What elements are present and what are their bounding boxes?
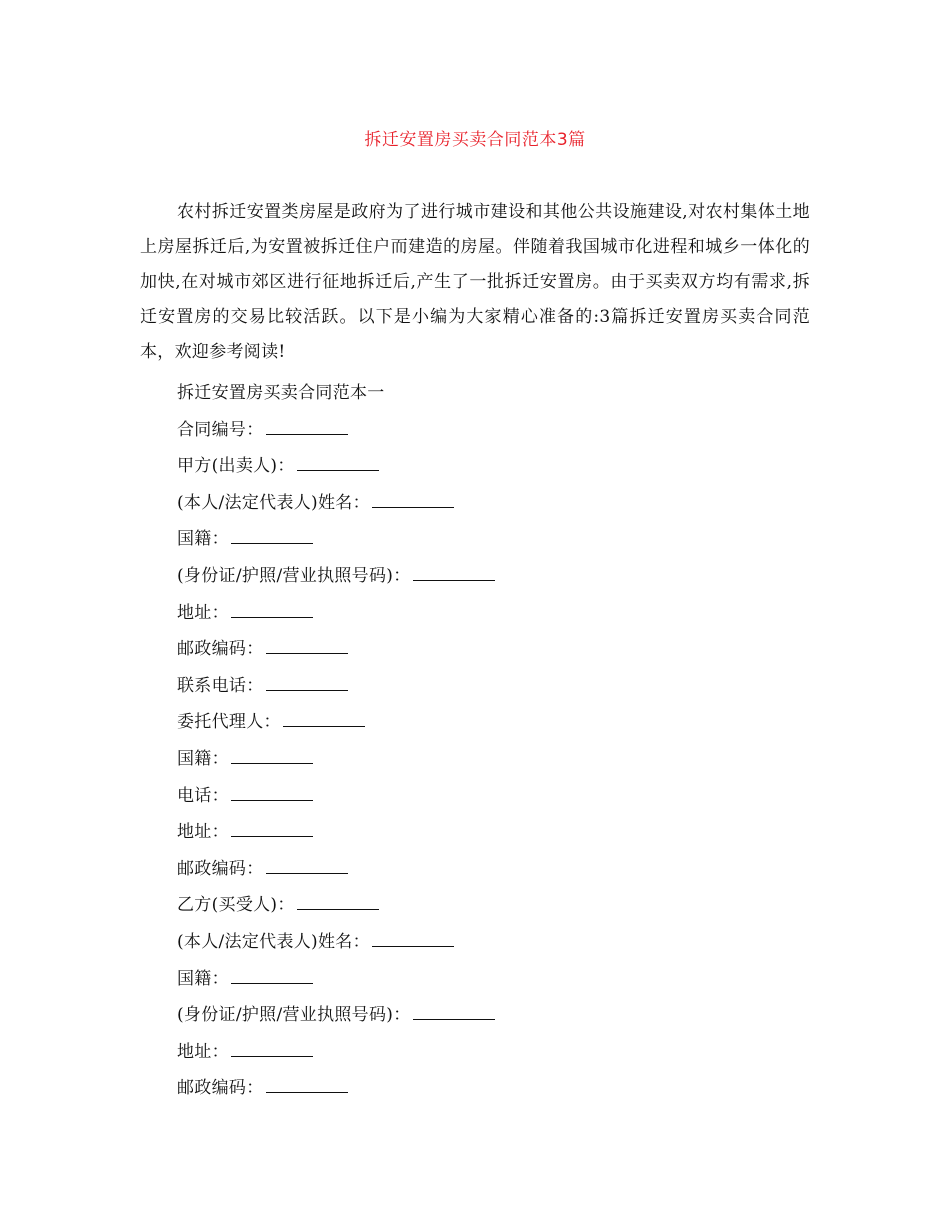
contract-field <box>177 485 817 522</box>
fill-in-blank <box>266 671 348 691</box>
contract-field <box>177 887 817 924</box>
contract-field <box>177 778 817 815</box>
fill-in-blank <box>297 451 379 471</box>
fill-in-blank <box>413 561 495 581</box>
field-label: 国籍： <box>177 529 229 550</box>
fill-in-blank <box>372 488 454 508</box>
fill-in-blank <box>231 964 313 984</box>
fill-in-blank <box>266 415 348 435</box>
contract-field <box>177 851 817 888</box>
fill-in-blank <box>231 598 313 618</box>
document-title: 拆迁安置房买卖合同范本3篇 <box>364 130 586 150</box>
intro-paragraph: 农村拆迁安置类房屋是政府为了进行城市建设和其他公共设施建设,对农村集体土地上房屋拆迁后,为安置被拆迁住户而建造的房屋。伴随着我国城市化进程和城乡一体化的加快,在对城市郊区进行征地拆迁后,产生了一批拆迁安置房。由于买卖双方均有需求,拆迁安置房的交易比较活跃。以下是小编为大家精心准备的:3篇拆迁安置房买卖合同范本，欢迎参考阅读! <box>140 202 810 362</box>
field-label: 乙方(买受人)： <box>177 895 295 916</box>
fill-in-blank <box>266 1073 348 1093</box>
fill-in-blank <box>231 1037 313 1057</box>
contract-field <box>177 1034 817 1071</box>
contract-field <box>177 412 817 449</box>
contract-field <box>177 704 817 741</box>
fill-in-blank <box>413 1000 495 1020</box>
field-label: 邮政编码： <box>177 1078 264 1099</box>
field-label: (本人/法定代表人)姓名： <box>177 492 370 513</box>
contract-field <box>177 668 817 705</box>
field-label: 合同编号： <box>177 419 264 440</box>
field-label: 联系电话： <box>177 675 264 696</box>
contract-field <box>177 741 817 778</box>
section-heading-text: 拆迁安置房买卖合同范本一 <box>177 383 385 403</box>
fill-in-blank <box>231 781 313 801</box>
field-label: 地址： <box>177 602 229 623</box>
field-label: 委托代理人： <box>177 712 281 733</box>
field-label: 电话： <box>177 785 229 806</box>
contract-field <box>177 521 817 558</box>
fill-in-blank <box>231 524 313 544</box>
fill-in-blank <box>266 634 348 654</box>
contract-field <box>177 924 817 961</box>
fill-in-blank <box>231 744 313 764</box>
field-label: (身份证/护照/营业执照号码)： <box>177 565 411 586</box>
fill-in-blank <box>372 927 454 947</box>
field-label: 邮政编码： <box>177 639 264 660</box>
fill-in-blank <box>297 890 379 910</box>
contract-field <box>177 448 817 485</box>
fill-in-blank <box>266 854 348 874</box>
contract-field <box>177 631 817 668</box>
field-label: 甲方(出卖人)： <box>177 456 295 477</box>
field-label: 国籍： <box>177 748 229 769</box>
contract-field <box>177 961 817 998</box>
contract-field <box>177 997 817 1034</box>
contract-field-list <box>177 375 817 1107</box>
field-label: 地址： <box>177 822 229 843</box>
field-label: (身份证/护照/营业执照号码)： <box>177 1005 411 1026</box>
contract-field <box>177 814 817 851</box>
field-label: 地址： <box>177 1041 229 1062</box>
contract-field <box>177 558 817 595</box>
field-label: (本人/法定代表人)姓名： <box>177 931 370 952</box>
field-label: 国籍： <box>177 968 229 989</box>
section-heading <box>177 375 817 412</box>
contract-field <box>177 1070 817 1107</box>
field-label: 邮政编码： <box>177 858 264 879</box>
fill-in-blank <box>231 817 313 837</box>
fill-in-blank <box>283 707 365 727</box>
contract-field <box>177 595 817 632</box>
